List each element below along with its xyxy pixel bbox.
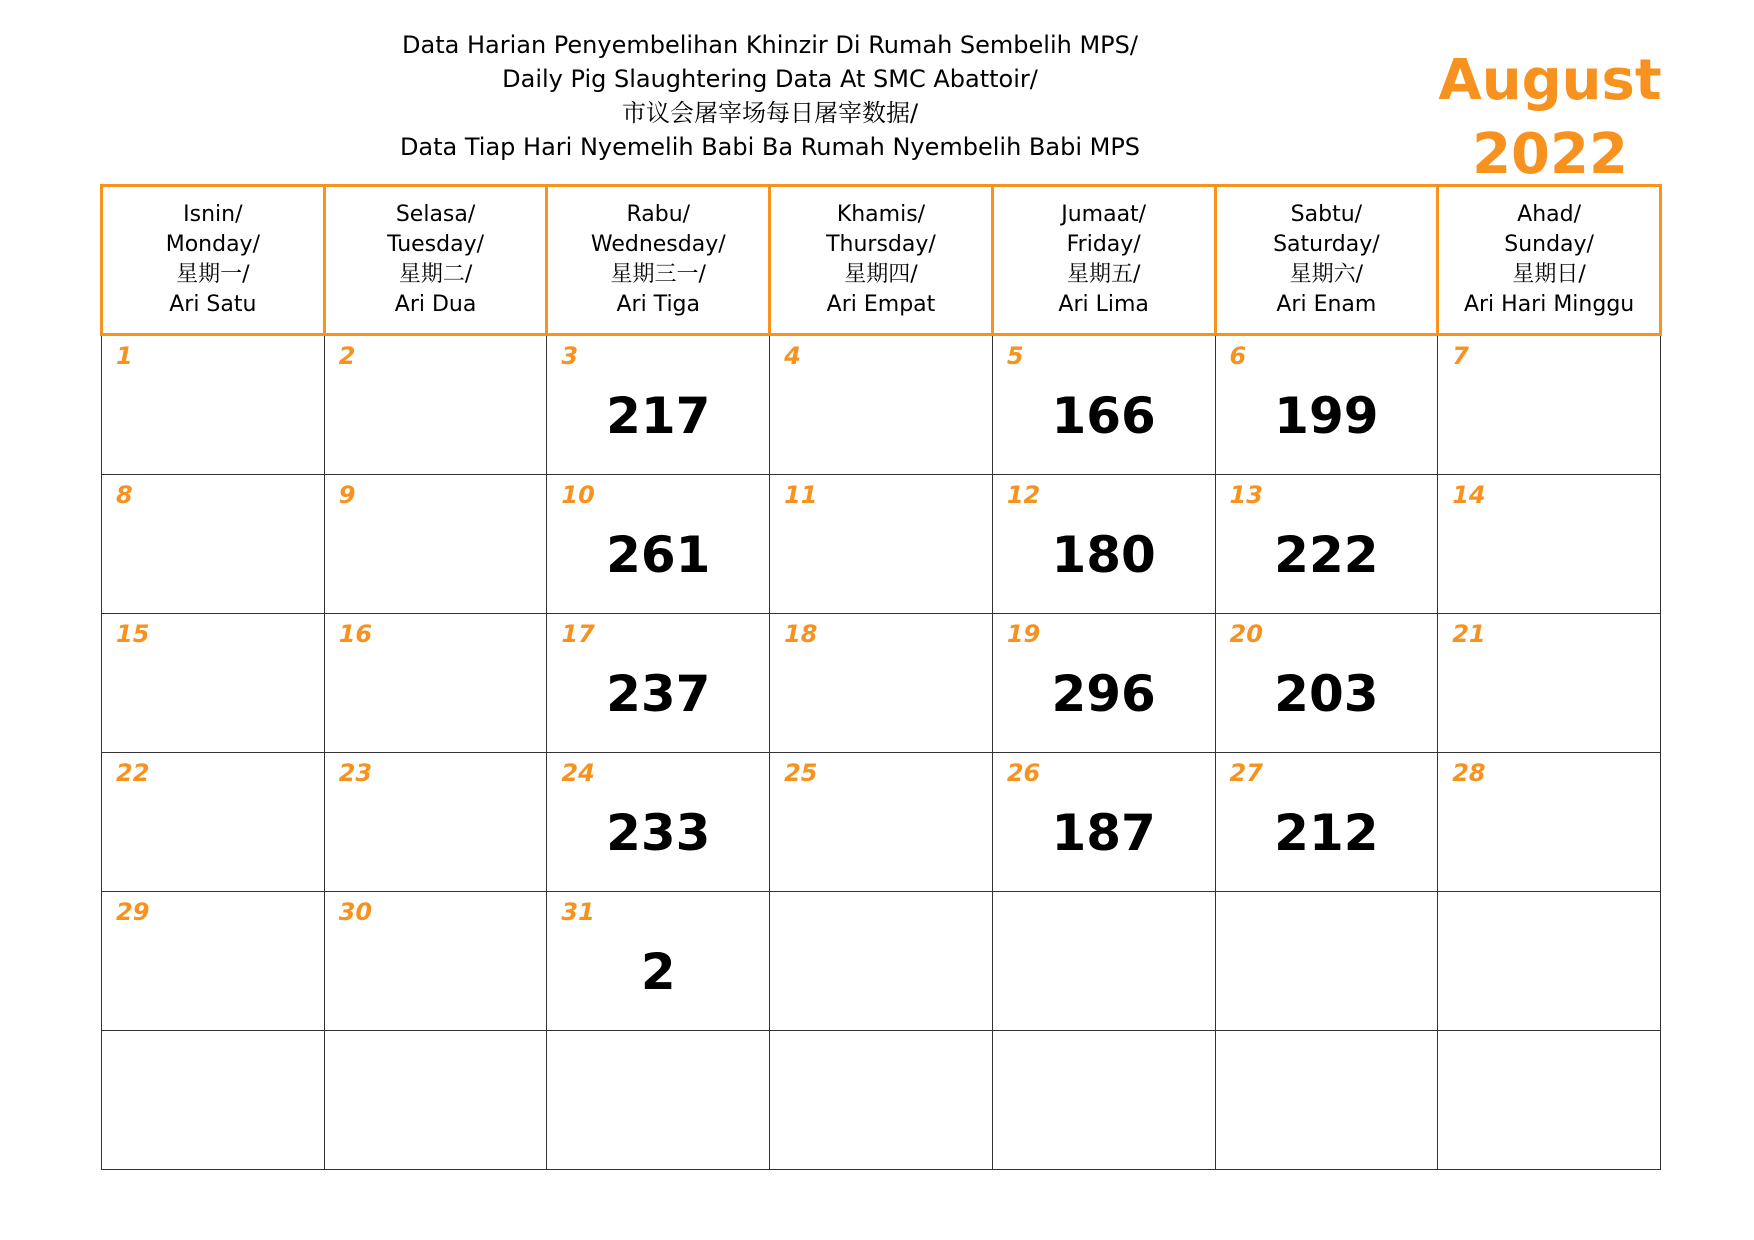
- calendar-day-cell: [1438, 335, 1661, 475]
- weekday-malay: Selasa/: [395, 202, 476, 227]
- weekday-english: Sunday/: [1504, 232, 1594, 257]
- slaughter-count: 212: [1274, 804, 1379, 862]
- weekday-chinese: 星期二/: [398, 262, 473, 287]
- day-number: 14: [1452, 481, 1486, 509]
- day-number: 15: [116, 620, 150, 648]
- calendar-day-cell: [1438, 475, 1661, 614]
- calendar-week-row: [102, 335, 1661, 475]
- calendar-day-cell: [547, 892, 770, 1031]
- slaughter-count: 261: [606, 526, 711, 584]
- slaughter-count: 237: [606, 665, 711, 723]
- calendar-day-cell: [992, 892, 1215, 1031]
- day-number: 3: [561, 342, 579, 370]
- weekday-malay: Ahad/: [1517, 202, 1582, 227]
- day-number: 26: [1006, 759, 1041, 787]
- slaughter-count: 233: [606, 804, 711, 862]
- weekday-malay: Khamis/: [836, 202, 926, 227]
- day-number: 27: [1229, 759, 1263, 787]
- day-number: 17: [561, 620, 595, 648]
- weekday-header-friday: [992, 186, 1215, 335]
- day-number: 23: [338, 759, 373, 787]
- calendar-day-cell: [992, 753, 1215, 892]
- day-number: 9: [338, 481, 356, 509]
- calendar-day-cell: [324, 335, 547, 475]
- day-number: 11: [784, 481, 818, 509]
- day-number: 13: [1229, 481, 1263, 509]
- day-number: 19: [1006, 620, 1041, 648]
- day-number: 21: [1452, 620, 1486, 648]
- calendar-day-cell: [1215, 753, 1438, 892]
- weekday-header-monday: [102, 186, 325, 335]
- slaughter-count: 180: [1051, 526, 1156, 584]
- calendar-day-cell: [1215, 892, 1438, 1031]
- title-line-iban: Data Tiap Hari Nyemelih Babi Ba Rumah Nyembelih Babi MPS: [399, 133, 1141, 161]
- day-number: 4: [784, 342, 801, 370]
- calendar-day-cell: [324, 892, 547, 1031]
- day-number: 18: [784, 620, 818, 648]
- day-number: 7: [1452, 342, 1469, 370]
- calendar-body: [102, 335, 1661, 1170]
- calendar-grid: [100, 184, 1662, 1170]
- weekday-iban: Ari Enam: [1276, 292, 1377, 317]
- day-number: 12: [1006, 481, 1041, 509]
- title-line-chinese: 市议会屠宰场每日屠宰数据/: [621, 99, 919, 127]
- calendar-day-cell: [324, 614, 547, 753]
- calendar-day-cell: [102, 614, 325, 753]
- weekday-header-wednesday: [547, 186, 770, 335]
- calendar-day-cell: [547, 335, 770, 475]
- weekday-english: Tuesday/: [387, 232, 485, 257]
- calendar-day-cell: [992, 1031, 1215, 1170]
- calendar-day-cell: [324, 1031, 547, 1170]
- day-number: 31: [561, 898, 595, 926]
- day-number: 30: [338, 898, 373, 926]
- calendar-day-cell: [1438, 614, 1661, 753]
- calendar-day-cell: [770, 753, 993, 892]
- calendar-day-cell: [1438, 1031, 1661, 1170]
- calendar-day-cell: [547, 614, 770, 753]
- weekday-chinese: 星期一/: [176, 262, 250, 287]
- day-number: 5: [1006, 342, 1024, 370]
- calendar-day-cell: [1215, 1031, 1438, 1170]
- weekday-english: Thursday/: [826, 232, 936, 257]
- day-number: 6: [1229, 342, 1247, 370]
- year-label: 2022: [1472, 122, 1628, 187]
- calendar-day-cell: [770, 1031, 993, 1170]
- calendar-day-cell: [770, 614, 993, 753]
- calendar-week-row: [102, 1031, 1661, 1170]
- calendar-day-cell: [102, 475, 325, 614]
- day-number: 2: [338, 342, 356, 370]
- weekday-chinese: 星期日/: [1512, 262, 1586, 287]
- weekday-iban: Ari Lima: [1058, 292, 1149, 317]
- weekday-chinese: 星期六/: [1289, 262, 1364, 287]
- calendar-day-cell: [102, 1031, 325, 1170]
- calendar-week-row: [102, 475, 1661, 614]
- calendar-day-cell: [1215, 475, 1438, 614]
- slaughter-count: 217: [606, 387, 711, 445]
- month-label: August: [1438, 48, 1662, 113]
- title-line-english: Daily Pig Slaughtering Data At SMC Abattoir/: [502, 65, 1038, 93]
- weekday-header-saturday: [1215, 186, 1438, 335]
- weekday-malay: Jumaat/: [1061, 202, 1147, 227]
- slaughter-count: 296: [1051, 665, 1156, 723]
- calendar-day-cell: [992, 475, 1215, 614]
- calendar-day-cell: [324, 753, 547, 892]
- weekday-header-row: [102, 186, 1661, 335]
- calendar-day-cell: [547, 475, 770, 614]
- day-number: 29: [116, 898, 150, 926]
- slaughter-count: 199: [1274, 387, 1379, 445]
- weekday-header-sunday: [1438, 186, 1661, 335]
- day-number: 20: [1229, 620, 1263, 648]
- day-number: 1: [116, 342, 133, 370]
- weekday-english: Saturday/: [1273, 232, 1380, 257]
- weekday-chinese: 星期三一/: [610, 262, 706, 287]
- day-number: 8: [116, 481, 133, 509]
- weekday-header-tuesday: [324, 186, 547, 335]
- weekday-english: Friday/: [1066, 232, 1141, 257]
- slaughter-count: 203: [1274, 665, 1379, 723]
- weekday-iban: Ari Empat: [826, 292, 936, 317]
- day-number: 22: [116, 759, 150, 787]
- calendar-day-cell: [1215, 614, 1438, 753]
- calendar-day-cell: [1438, 892, 1661, 1031]
- page-title: [300, 28, 1240, 164]
- title-line-malay: Data Harian Penyembelihan Khinzir Di Rumah Sembelih MPS/: [402, 31, 1138, 59]
- calendar-day-cell: [992, 614, 1215, 753]
- weekday-chinese: 星期五/: [1066, 262, 1141, 287]
- weekday-chinese: 星期四/: [844, 262, 918, 287]
- day-number: 28: [1452, 759, 1486, 787]
- calendar-day-cell: [1215, 335, 1438, 475]
- day-number: 25: [784, 759, 818, 787]
- slaughter-count: 2: [640, 943, 676, 1001]
- weekday-iban: Ari Hari Minggu: [1463, 292, 1635, 317]
- slaughter-count: 187: [1051, 804, 1156, 862]
- calendar-day-cell: [102, 753, 325, 892]
- calendar-week-row: [102, 614, 1661, 753]
- weekday-header-thursday: [770, 186, 993, 335]
- calendar-day-cell: [547, 1031, 770, 1170]
- calendar-day-cell: [102, 335, 325, 475]
- calendar-week-row: [102, 753, 1661, 892]
- calendar-day-cell: [770, 892, 993, 1031]
- weekday-malay: Rabu/: [626, 202, 691, 227]
- weekday-malay: Isnin/: [183, 202, 243, 227]
- weekday-iban: Ari Dua: [394, 292, 477, 317]
- weekday-iban: Ari Tiga: [616, 292, 701, 317]
- calendar-day-cell: [770, 335, 993, 475]
- month-year-heading: [1420, 44, 1680, 192]
- day-number: 10: [561, 481, 595, 509]
- calendar-day-cell: [547, 753, 770, 892]
- day-number: 16: [338, 620, 373, 648]
- calendar-day-cell: [102, 892, 325, 1031]
- calendar-day-cell: [770, 475, 993, 614]
- weekday-english: Monday/: [165, 232, 260, 257]
- weekday-iban: Ari Satu: [169, 292, 257, 317]
- calendar-day-cell: [1438, 753, 1661, 892]
- slaughter-count: 222: [1274, 526, 1379, 584]
- day-number: 24: [561, 759, 595, 787]
- calendar-week-row: [102, 892, 1661, 1031]
- weekday-english: Wednesday/: [590, 232, 726, 257]
- slaughter-count: 166: [1051, 387, 1156, 445]
- calendar-day-cell: [992, 335, 1215, 475]
- calendar-day-cell: [324, 475, 547, 614]
- weekday-malay: Sabtu/: [1290, 202, 1363, 227]
